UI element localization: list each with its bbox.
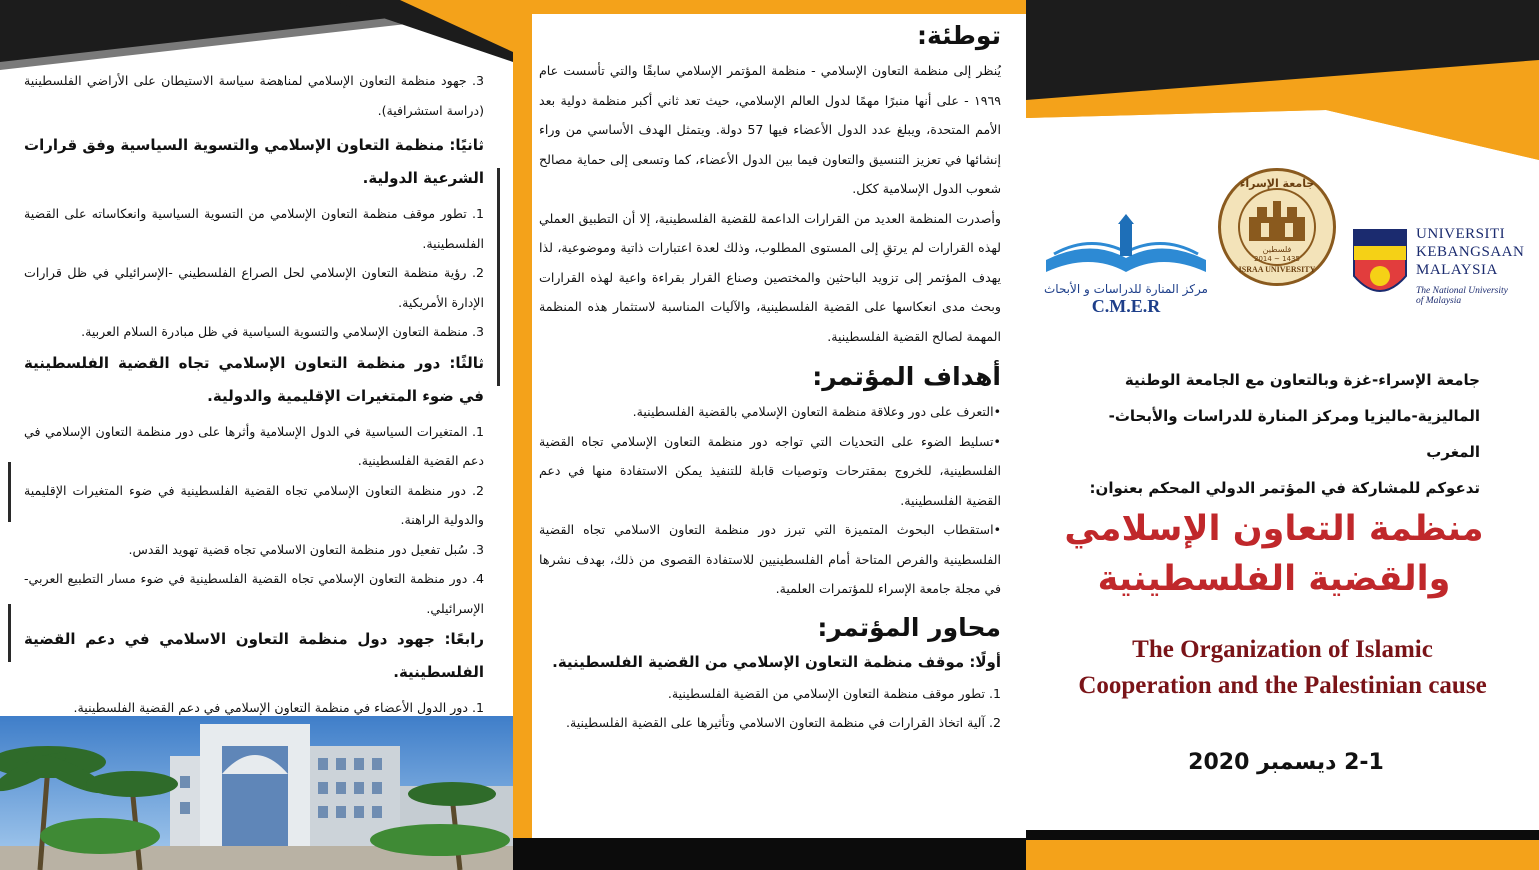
- campus-building-photo: [0, 716, 513, 870]
- left-text-column: [24, 66, 484, 723]
- intro-title: توطئة:: [917, 21, 1001, 50]
- left-margin-bar: [497, 168, 500, 386]
- left-heading-2: ثانيًا: منظمة التعاون الإسلامي والتسوية السياسية وفق قرارات الشرعية الدولية.: [24, 136, 484, 187]
- axis1-item-2: 2. آلية اتخاذ القرارات في منظمة التعاون الاسلامي وتأثيرها على القضية الفلسطينية.: [565, 715, 1001, 730]
- ukm-logo: [1350, 226, 1530, 310]
- right-panel: [1026, 0, 1539, 870]
- axis1-title: أولًا: موقف منظمة التعاون الإسلامي من القضية الفلسطينية.: [552, 652, 1001, 671]
- israa-city: فلسطين: [1262, 245, 1292, 254]
- israa-latin-name: ISRAA UNIVERSITY: [1238, 265, 1316, 274]
- middle-panel: [513, 0, 1026, 870]
- israa-years: 2014 ~ 1435: [1254, 255, 1300, 263]
- right-bottom-band-orange: [1026, 840, 1539, 870]
- left-para-3: 1. تطور موقف منظمة التعاون الإسلامي من التسوية السياسية وانعكاساته على القضية الفلسطينية.: [24, 206, 484, 251]
- axes-title: محاور المؤتمر:: [817, 612, 1001, 642]
- left-para-9: 3. سُبل تفعيل دور منظمة التعاون الاسلامي تجاه قضية تهويد القدس.: [128, 541, 484, 557]
- right-bottom-band-dark: [1026, 830, 1539, 840]
- middle-text-column: [539, 18, 1001, 738]
- goal-item-1: •التعرف على دور وعلاقة منظمة التعاون الإسلامي بالقضية الفلسطينية.: [632, 404, 1001, 419]
- invitation-line-1: جامعة الإسراء-غزة وبالتعاون مع الجامعة الوطنية: [1124, 371, 1480, 389]
- israa-arabic-name: جامعة الإسراء: [1239, 177, 1315, 190]
- cmer-latin-name: C.M.E.R: [1091, 296, 1161, 316]
- left-margin-bar-2: [8, 462, 11, 522]
- left-para-10: 4. دور منظمة التعاون الإسلامي تجاه القضية الفلسطينية في ضوء مسار التطبيع العربي-الإسرائيلي.: [24, 571, 484, 616]
- left-margin-bar-3: [8, 604, 11, 662]
- ukm-tagline-1: The National University: [1416, 286, 1508, 296]
- conference-date: 2-1 ديسمبر 2020: [1188, 750, 1384, 775]
- cmer-logo: [1040, 214, 1212, 322]
- conference-title-en-line-2: Cooperation and the Palestinian cause: [1078, 672, 1487, 699]
- invitation-block: [1056, 362, 1480, 506]
- conference-title-ar-line-2: والقضية الفلسطينية: [1097, 559, 1451, 599]
- conference-title-en: [1026, 632, 1539, 704]
- axis1-item-1: 1. تطور موقف منظمة التعاون الإسلامي من القضية الفلسطينية.: [667, 685, 1001, 701]
- ukm-tagline-2: of Malaysia: [1416, 296, 1462, 306]
- invitation-line-2: الماليزية-ماليزيا ومركز المنارة للدراسات والأبحاث-المغرب: [1108, 407, 1480, 461]
- left-para-12: 1. دور الدول الأعضاء في منظمة التعاون الإسلامي في دعم القضية الفلسطينية.: [73, 700, 484, 715]
- goal-item-3: •استقطاب البحوث المتميزة التي تبرز دور منظمة التعاون الاسلامي تجاه القضية الفلسطينية والفرص المتاحة أمام الفلسطينيين للاستفادة القصوى من ذلك، بهدف نشرها في مجلة جامعة الإسراء للمؤتمرات العلمية.: [539, 522, 1001, 596]
- goal-item-2: •تسليط الضوء على التحديات التي تواجه دور منظمة التعاون الإسلامي تجاه القضية الفلسطينية، للخروج بمقترحات وتوصيات قابلة للتنفيذ يمكن الاستفادة منها في دعم القضية الفلسطينية.: [539, 433, 1001, 508]
- conference-title-en-line-1: The Organization of Islamic: [1132, 636, 1433, 663]
- left-para-5: 3. منظمة التعاون الإسلامي والتسوية السياسية في ظل مبادرة السلام العربية.: [81, 324, 484, 339]
- cmer-arabic-name: مركز المنارة للدراسات و الأبحاث: [1043, 282, 1208, 296]
- cmer-book-icon: [1040, 214, 1212, 284]
- ukm-name-3: MALAYSIA: [1416, 262, 1498, 278]
- left-heading-6: ثالثًا: دور منظمة التعاون الإسلامي تجاه القضية الفلسطينية في ضوء المتغيرات الإقليمية والدولية.: [24, 353, 484, 405]
- ukm-name-1: UNIVERSITI: [1416, 226, 1506, 242]
- israa-university-logo: [1218, 168, 1336, 286]
- ukm-name-2: KEBANGSAAN: [1416, 244, 1525, 260]
- intro-text: يُنظر إلى منظمة التعاون الإسلامي - منظمة المؤتمر الإسلامي سابقًا والتي تأسست عام ١٩٦٩ - على أنها منبرًا مهمًا لدول العالم الإسلامي، حيث تعد ثاني أكبر منظمة دولية بعد الأمم المتحدة، ويبلغ عدد الدول الأعضاء فيها 57 دولة. ويتمثل الهدف الأساسي من وراء إنشائها في تعزيز التنسيق والتعاون فيما بين الدول الأعضاء، كما وتسعى إلى حماية مصالح شعوب الدول الإسلامية ككل.: [539, 63, 1001, 196]
- goals-title: أهداف المؤتمر:: [812, 362, 1001, 391]
- left-heading-11: رابعًا: جهود دول منظمة التعاون الاسلامي في دعم القضية الفلسطينية.: [24, 630, 484, 681]
- left-para-7: 1. المتغيرات السياسية في الدول الإسلامية وأثرها على دور منظمة التعاون الإسلامي في دعم القضية الفلسطينية.: [24, 423, 484, 468]
- left-para-8: 2. دور منظمة التعاون الإسلامي تجاه القضية الفلسطينية في ضوء المتغيرات الإقليمية والدولية الراهنة.: [24, 482, 484, 527]
- right-top-decoration: [1026, 0, 1539, 180]
- left-para-1: 3. جهود منظمة التعاون الإسلامي لمناهضة سياسة الاستيطان على الأراضي الفلسطينية (دراسة استشرافية).: [24, 73, 484, 118]
- left-para-4: 2. رؤية منظمة التعاون الإسلامي لحل الصراع الفلسطيني -الإسرائيلي في ظل قرارات الإدارة الأمريكية.: [24, 265, 484, 310]
- conference-title-ar-line-1: منظمة التعاون الإسلامي: [1064, 509, 1484, 549]
- intro-text-2: وأصدرت المنظمة العديد من القرارات الداعمة للقضية الفلسطينية، إلا أن التطبيق العملي لهذه القرارات لم يرتقِ إلى المستوى المطلوب، وذلك لعدة اعتبارات ذاتية وموضوعية، لذا يهدف المؤتمر إلى تزويد الباحثين والمختصين وصناع القرار بقراءة واعية لهذه القرارات وبحث مدى انعكاسها على القضية الفلسطينية، والآليات المناسبة لاستثمار هذه المنظمة المهمة لصالح القضية الفلسطينية.: [539, 210, 1001, 344]
- middle-bottom-band: [513, 838, 1026, 870]
- invitation-line-3: تدعوكم للمشاركة في المؤتمر الدولي المحكم بعنوان:: [1089, 479, 1480, 497]
- ukm-crest-icon: [1350, 226, 1410, 308]
- conference-title-ar: [1046, 504, 1502, 604]
- left-panel: [0, 0, 513, 870]
